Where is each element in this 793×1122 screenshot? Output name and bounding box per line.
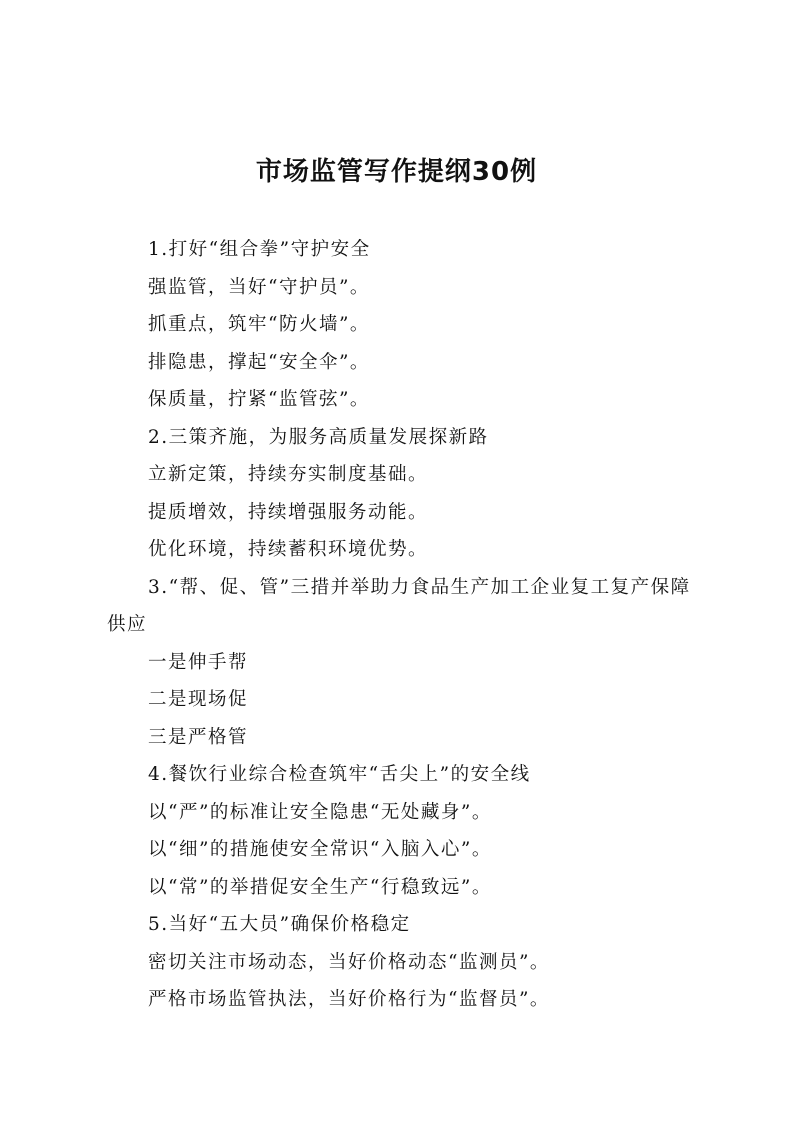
paragraph: 立新定策，持续夯实制度基础。 bbox=[148, 464, 429, 485]
paragraph-heading-5: 5.当好“五大员”确保价格稳定 bbox=[148, 914, 411, 935]
paragraph: 提质增效，持续增强服务动能。 bbox=[148, 501, 429, 523]
paragraph: 以“严”的标准让安全隐患“无处藏身”。 bbox=[148, 801, 492, 823]
paragraph: 排隐患，撑起“安全伞”。 bbox=[148, 351, 370, 373]
paragraph: 二是现场促 bbox=[148, 689, 249, 710]
paragraph: 密切关注市场动态，当好价格动态“监测员”。 bbox=[148, 951, 550, 973]
paragraph: 优化环境，持续蓄积环境优势。 bbox=[148, 539, 429, 560]
paragraph: 严格市场监管执法，当好价格行为“监督员”。 bbox=[148, 989, 550, 1010]
paragraph: 以“常”的举措促安全生产“行稳致远”。 bbox=[148, 876, 492, 898]
paragraph: 强监管，当好“守护员”。 bbox=[148, 276, 370, 298]
paragraph-heading-3: 3.“帮、促、管”三措并举助力食品生产加工企业复工复产保障供应 bbox=[107, 576, 691, 635]
paragraph: 抓重点，筑牢“防火墙”。 bbox=[148, 314, 370, 335]
document-body bbox=[107, 231, 697, 1019]
paragraph: 三是严格管 bbox=[148, 726, 249, 748]
paragraph-heading-4: 4.餐饮行业综合检查筑牢“舌尖上”的安全线 bbox=[148, 764, 531, 785]
paragraph-heading-1: 1.打好“组合拳”守护安全 bbox=[148, 239, 371, 260]
paragraph-heading-2: 2.三策齐施，为服务高质量发展探新路 bbox=[148, 426, 489, 448]
paragraph: 以“细”的措施使安全常识“入脑入心”。 bbox=[148, 839, 492, 860]
paragraph: 保质量，拧紧“监管弦”。 bbox=[148, 389, 370, 410]
paragraph: 一是伸手帮 bbox=[148, 651, 249, 673]
document-title: 市场监管写作提纲30例 bbox=[255, 157, 538, 187]
